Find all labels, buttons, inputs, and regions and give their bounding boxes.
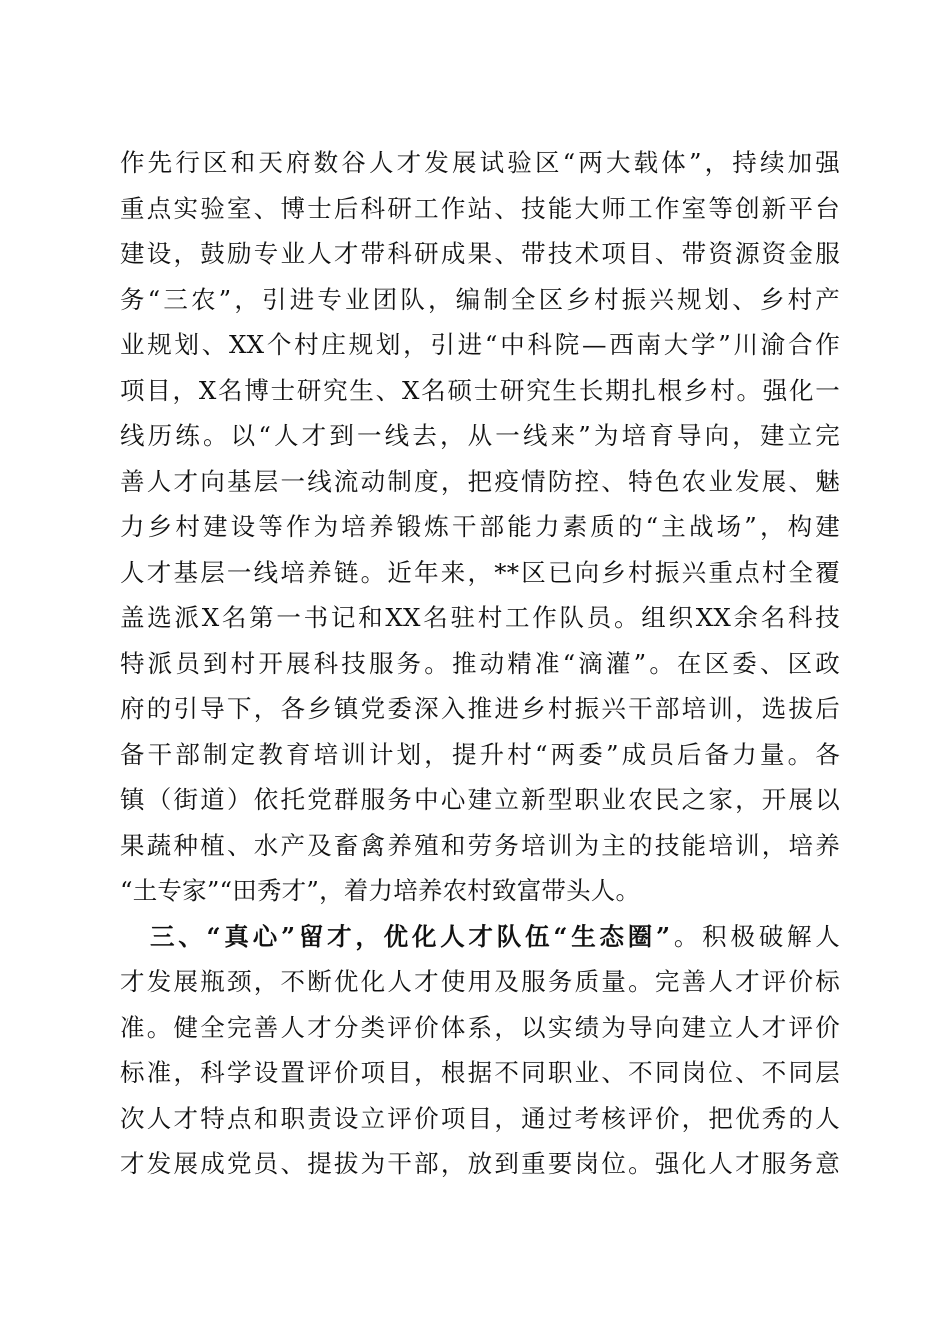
section-three-heading: 三、“真心”留才，优化人才队伍“生态圈”: [150, 921, 671, 951]
section-three-first-line: [120, 914, 840, 960]
text-line: 建设，鼓励专业人才带科研成果、带技术项目、带资源资金服: [120, 239, 840, 268]
text-line: 重点实验室、博士后科研工作站、技能大师工作室等创新平台: [120, 193, 840, 223]
text-line: 府的引导下，各乡镇党委深入推进乡村振兴干部培训，选拔后: [120, 694, 840, 723]
text-line: 才发展瓶颈，不断优化人才使用及服务质量。完善人才评价标: [120, 967, 840, 996]
text-line: 项目，X名博士研究生、X名硕士研究生长期扎根乡村。强化一: [120, 375, 840, 405]
text-line: 力乡村建设等作为培养锻炼干部能力素质的“主战场”，构建: [120, 512, 840, 541]
body-text: [120, 140, 840, 1187]
text-line: 线历练。以“人才到一线去，从一线来”为培育导向，建立完: [120, 421, 840, 450]
text-line: 镇（街道）依托党群服务中心建立新型职业农民之家，开展以: [120, 785, 840, 814]
text-line: 特派员到村开展科技服务。推动精准“滴灌”。在区委、区政: [120, 648, 840, 678]
text-line: 果蔬种植、水产及畜禽养殖和劳务培训为主的技能培训，培养: [120, 830, 840, 860]
text-line: 善人才向基层一线流动制度，把疫情防控、特色农业发展、魅: [120, 466, 840, 496]
text-line: 盖选派X名第一书记和XX名驻村工作队员。组织XX余名科技: [120, 603, 840, 632]
text-line: 业规划、XX个村庄规划，引进“中科院—西南大学”川渝合作: [120, 330, 840, 359]
text-line: 才发展成党员、提拔为干部，放到重要岗位。强化人才服务意: [120, 1149, 840, 1178]
text-line: 务“三农”，引进专业团队，编制全区乡村振兴规划、乡村产: [120, 284, 840, 314]
text-line: 人才基层一线培养链。近年来，**区已向乡村振兴重点村全覆: [120, 557, 840, 587]
text-line: 次人才特点和职责设立评价项目，通过考核评价，把优秀的人: [120, 1103, 840, 1133]
text-line: 备干部制定教育培训计划，提升村“两委”成员后备力量。各: [120, 739, 840, 769]
text-line: 标准，科学设置评价项目，根据不同职业、不同岗位、不同层: [120, 1058, 840, 1087]
text-line: “土专家”“田秀才”，着力培养农村致富带头人。: [120, 876, 641, 905]
section-three-first-line-rest: 。积极破解人: [670, 921, 840, 951]
text-line: 准。健全完善人才分类评价体系，以实绩为导向建立人才评价: [120, 1012, 840, 1042]
text-line: 作先行区和天府数谷人才发展试验区“两大载体”，持续加强: [120, 148, 840, 177]
